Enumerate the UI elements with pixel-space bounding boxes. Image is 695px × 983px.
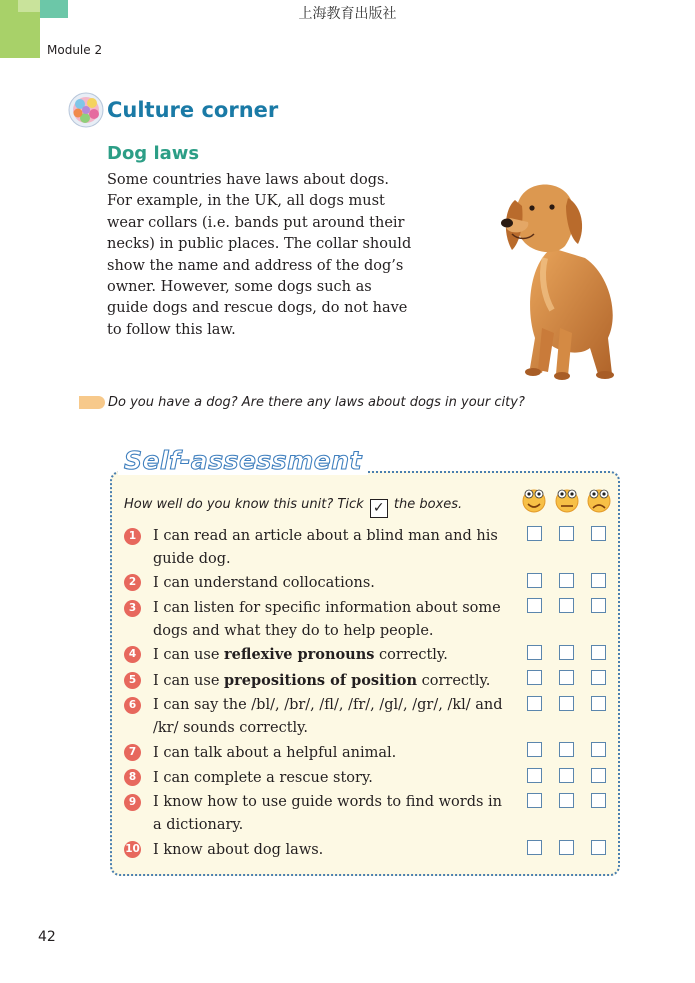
checkbox-not-well[interactable]	[591, 573, 606, 588]
item-text: I can read an article about a blind man and his guide dog.	[153, 528, 498, 567]
self-assessment-instruction	[124, 497, 462, 518]
page-number: 42	[38, 929, 56, 945]
item-number: 5	[124, 672, 141, 689]
item-number: 4	[124, 646, 141, 663]
checkbox-well[interactable]	[527, 526, 542, 541]
checkbox-not-well[interactable]	[591, 793, 606, 808]
sad-face-icon	[586, 487, 612, 513]
checkbox-well[interactable]	[527, 670, 542, 685]
checkbox-okay[interactable]	[559, 768, 574, 783]
item-number: 10	[124, 841, 141, 858]
self-assessment-title: Self-assessment	[118, 446, 368, 475]
checkbox-well[interactable]	[527, 573, 542, 588]
question-marker	[79, 396, 105, 409]
checkbox-well[interactable]	[527, 598, 542, 613]
section-title: Dog laws	[107, 143, 200, 164]
culture-corner-title: Culture corner	[107, 98, 279, 122]
item-text: I can say the /bl/, /br/, /fl/, /fr/, /gl/, /gr/, /kl/ and /kr/ sounds correctly.	[153, 697, 503, 736]
checkbox-okay[interactable]	[559, 840, 574, 855]
checkbox-not-well[interactable]	[591, 742, 606, 757]
tick-icon: ✓	[370, 499, 388, 518]
instruction-text: How well do you know this unit? Tick	[124, 497, 364, 512]
checkbox-okay[interactable]	[559, 526, 574, 541]
checkbox-okay[interactable]	[559, 696, 574, 711]
dog-laws-paragraph: Some countries have laws about dogs. For example, in the UK, all dogs must wear collars (i.e. bands put around their necks) in public places. The collar should show the name and address of the dog’s owner. However, some dogs such as guide dogs and rescue dogs, do not have to follow this law.	[107, 172, 412, 338]
checkbox-well[interactable]	[527, 793, 542, 808]
checkbox-not-well[interactable]	[591, 670, 606, 685]
instruction-text-end: the boxes.	[393, 497, 463, 512]
discussion-question: Do you have a dog? Are there any laws about dogs in your city?	[108, 395, 525, 410]
module-label: Module 2	[47, 43, 103, 57]
neutral-face-icon	[554, 487, 580, 513]
item-text: I can use reflexive pronouns correctly.	[153, 646, 448, 663]
checkbox-not-well[interactable]	[591, 840, 606, 855]
checkbox-not-well[interactable]	[591, 645, 606, 660]
item-number: 1	[124, 528, 141, 545]
item-text: I can complete a rescue story.	[153, 770, 373, 786]
checkbox-well[interactable]	[527, 645, 542, 660]
publisher-name: 上海教育出版社	[298, 6, 397, 22]
checkbox-not-well[interactable]	[591, 526, 606, 541]
checkbox-well[interactable]	[527, 840, 542, 855]
checkbox-okay[interactable]	[559, 670, 574, 685]
item-text: I can understand collocations.	[153, 575, 375, 591]
item-text: I know about dog laws.	[153, 842, 324, 858]
checkbox-okay[interactable]	[559, 742, 574, 757]
checkbox-okay[interactable]	[559, 793, 574, 808]
item-text: I can use prepositions of position correctly.	[153, 672, 491, 689]
item-number: 9	[124, 794, 141, 811]
item-number: 7	[124, 744, 141, 761]
item-number: 2	[124, 574, 141, 591]
item-number: 8	[124, 769, 141, 786]
item-text: I know how to use guide words to find words in a dictionary.	[153, 794, 503, 833]
checkbox-well[interactable]	[527, 768, 542, 783]
item-number: 3	[124, 600, 141, 617]
golden-retriever-illustration	[490, 178, 620, 383]
checkbox-well[interactable]	[527, 742, 542, 757]
checkbox-not-well[interactable]	[591, 696, 606, 711]
happy-face-icon	[521, 487, 547, 513]
checkbox-not-well[interactable]	[591, 768, 606, 783]
culture-corner-icon	[68, 92, 104, 128]
item-text: I can talk about a helpful animal.	[153, 745, 397, 761]
item-text: I can listen for specific information about some dogs and what they do to help people.	[153, 600, 501, 639]
checkbox-not-well[interactable]	[591, 598, 606, 613]
checkbox-okay[interactable]	[559, 573, 574, 588]
checkbox-okay[interactable]	[559, 598, 574, 613]
item-number: 6	[124, 697, 141, 714]
checkbox-well[interactable]	[527, 696, 542, 711]
checkbox-okay[interactable]	[559, 645, 574, 660]
